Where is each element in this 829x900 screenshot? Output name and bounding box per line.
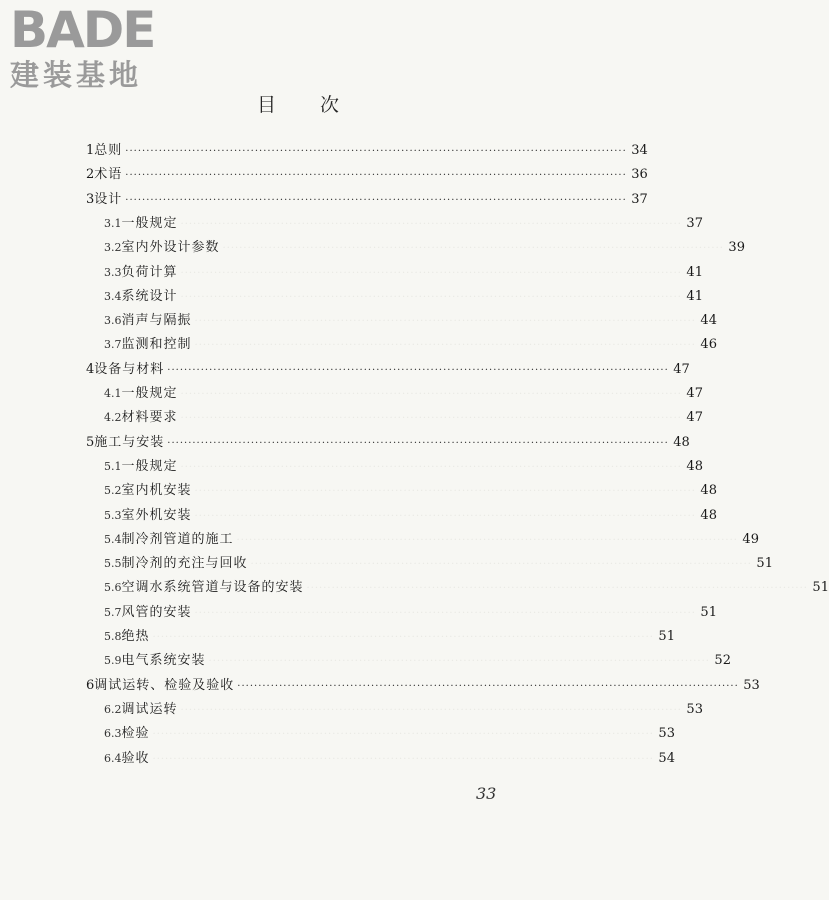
toc-entry-page: 39 — [728, 240, 745, 256]
toc-entry-number: 5.1 — [104, 459, 122, 473]
toc-entry — [104, 602, 717, 624]
toc-entry-title: 电气系统安装 — [121, 653, 206, 669]
toc-entry-number: 3 — [86, 191, 95, 207]
toc-entry — [104, 334, 717, 356]
toc-entry — [104, 529, 759, 551]
toc-entry-page: 47 — [686, 410, 703, 426]
toc-entry-number: 5.9 — [104, 654, 122, 668]
toc-leader: ························································································································ — [167, 437, 669, 449]
toc-entry — [86, 432, 690, 454]
toc-entry-page: 41 — [686, 288, 703, 304]
toc-entry-page: 49 — [742, 531, 759, 547]
toc-entry-title: 设备与材料 — [94, 361, 165, 377]
toc-entry-title: 一般规定 — [121, 458, 178, 474]
toc-leader: ························································································································ — [180, 704, 682, 716]
toc-entry-number: 6.2 — [104, 702, 122, 716]
toc-entry-page: 34 — [631, 143, 648, 158]
toc-leader: ························································································································ — [180, 461, 682, 473]
toc-leader: ························································································································ — [237, 680, 739, 692]
toc-leader: ························································································································ — [250, 559, 752, 571]
toc-entry-title: 室内机安装 — [121, 483, 192, 499]
page-title: 目次 — [256, 94, 383, 116]
toc-leader: ························································································································ — [167, 364, 669, 376]
toc-entry-number: 6.4 — [104, 751, 122, 765]
toc-entry-title: 风管的安装 — [121, 604, 192, 620]
toc-entry-number: 5.6 — [104, 581, 122, 595]
toc-entry-page: 47 — [673, 361, 690, 377]
toc-entry-number: 5.8 — [104, 630, 122, 643]
page-number: 33 — [476, 784, 497, 803]
logo — [10, 1, 180, 92]
toc-entry — [104, 480, 717, 502]
toc-leader: ························································································································ — [208, 656, 710, 668]
toc-entry-number: 1 — [86, 143, 95, 158]
logo-subtitle: 建装基地 — [10, 58, 143, 92]
toc-entry-number: 3.6 — [104, 314, 122, 328]
toc-entry-number: 3.3 — [104, 265, 122, 279]
toc-entry-page: 51 — [658, 629, 675, 644]
toc-entry-title: 监测和控制 — [121, 337, 192, 353]
toc-entry — [104, 723, 675, 745]
toc-entry-page: 48 — [686, 458, 703, 474]
toc-entry-page: 53 — [686, 701, 703, 717]
toc-entry-page: 36 — [631, 167, 648, 183]
toc-entry — [104, 213, 703, 235]
logo-mark: BADE — [10, 1, 155, 59]
toc-entry-page: 51 — [700, 604, 717, 620]
toc-entry — [104, 407, 703, 429]
toc-entry — [104, 237, 745, 259]
toc-entry-page: 44 — [700, 313, 717, 329]
toc-entry — [104, 650, 731, 672]
toc-leader: ························································································································ — [236, 534, 738, 546]
toc-entry-title: 材料要求 — [121, 410, 178, 426]
toc-entry-page: 47 — [686, 386, 703, 401]
toc-entry-page: 51 — [812, 580, 829, 596]
toc-entry-number: 4 — [86, 361, 95, 377]
toc-entry-number: 3.2 — [104, 241, 122, 255]
toc-leader: ························································································································ — [125, 170, 627, 182]
toc-entry-page: 53 — [658, 726, 675, 742]
toc-entry — [104, 699, 703, 721]
toc-entry — [86, 675, 760, 697]
toc-entry-title: 绝热 — [121, 629, 150, 644]
toc-leader: ························································································································ — [194, 607, 696, 619]
toc-entry-number: 6 — [86, 677, 95, 693]
toc-leader: ························································································································ — [125, 146, 627, 157]
toc-entry-title: 调试运转 — [121, 701, 178, 717]
toc-entry-title: 系统设计 — [121, 288, 178, 304]
toc-leader: ························································································································ — [180, 218, 682, 230]
toc-entry-page: 41 — [686, 264, 703, 280]
toc-entry-number: 5 — [86, 434, 95, 450]
toc-entry-title: 施工与安装 — [94, 434, 165, 450]
toc-entry-title: 调试运转、检验及验收 — [94, 677, 235, 693]
toc-entry — [86, 359, 690, 381]
toc-entry-title: 设计 — [94, 191, 123, 207]
toc-entry — [86, 164, 648, 186]
toc-entry-number: 3.4 — [104, 289, 122, 303]
toc-entry — [86, 189, 648, 211]
toc-entry-page: 37 — [631, 191, 648, 207]
toc-entry-page: 48 — [700, 483, 717, 499]
toc-leader: ························································································································ — [194, 510, 696, 522]
toc-entry-page: 53 — [743, 677, 760, 693]
toc-entry-title: 术语 — [94, 167, 123, 183]
toc-entry-number: 5.3 — [104, 508, 122, 522]
toc-leader: ························································································································ — [180, 413, 682, 425]
toc-leader: ························································································································ — [180, 291, 682, 303]
toc-entry-title: 制冷剂管道的施工 — [121, 531, 234, 547]
toc-leader: ························································································································ — [152, 729, 654, 741]
toc-entry — [104, 456, 703, 478]
toc-leader: ························································································································ — [152, 632, 654, 643]
toc-entry — [104, 577, 829, 599]
toc-entry-title: 消声与隔振 — [121, 313, 192, 329]
toc-entry-number: 2 — [86, 167, 95, 183]
toc-entry — [104, 626, 675, 648]
toc-entry-number: 4.2 — [104, 411, 122, 425]
toc-leader: ························································································································ — [152, 753, 654, 765]
toc-entry — [86, 140, 648, 162]
toc-leader: ························································································································ — [194, 486, 696, 498]
toc-entry — [104, 553, 773, 575]
toc-entry-title: 验收 — [121, 750, 150, 766]
toc-entry — [104, 748, 675, 770]
toc-leader: ························································································································ — [222, 243, 724, 255]
toc-entry — [104, 310, 717, 332]
toc-entry-number: 5.4 — [104, 532, 122, 546]
toc-leader: ························································································································ — [180, 389, 682, 400]
toc-entry-title: 室内外设计参数 — [121, 240, 220, 256]
toc-entry — [104, 286, 703, 308]
toc-entry — [104, 262, 703, 284]
toc-entry-title: 室外机安装 — [121, 507, 192, 523]
toc-leader: ························································································································ — [125, 194, 627, 206]
toc-entry — [104, 505, 717, 527]
toc-entry-title: 一般规定 — [121, 386, 178, 401]
toc-entry-page: 48 — [673, 434, 690, 450]
toc-entry-page: 51 — [756, 556, 773, 572]
toc-entry-page: 37 — [686, 215, 703, 231]
toc-entry-number: 5.2 — [104, 484, 122, 498]
toc-entry — [104, 383, 703, 405]
toc-entry-page: 48 — [700, 507, 717, 523]
toc-entry-number: 3.1 — [104, 216, 122, 230]
toc-entry-number: 5.7 — [104, 605, 122, 619]
toc-entry-number: 5.5 — [104, 557, 122, 571]
toc-entry-page: 46 — [700, 337, 717, 353]
toc-entry-title: 负荷计算 — [121, 264, 178, 280]
toc-entry-number: 6.3 — [104, 727, 122, 741]
toc-entry-number: 3.7 — [104, 338, 122, 352]
toc-entry-title: 空调水系统管道与设备的安装 — [121, 580, 304, 596]
toc-entry-page: 54 — [658, 750, 675, 766]
toc-entry-title: 一般规定 — [121, 215, 178, 231]
toc-leader: ························································································································ — [306, 583, 808, 595]
toc-entry-title: 制冷剂的充注与回收 — [121, 556, 248, 572]
toc-entry-page: 52 — [714, 653, 731, 669]
toc-entry-title: 总则 — [94, 143, 123, 158]
toc-entry-number: 4.1 — [104, 387, 122, 400]
toc-leader: ························································································································ — [180, 267, 682, 279]
toc-leader: ························································································································ — [194, 340, 696, 352]
toc-leader: ························································································································ — [194, 316, 696, 328]
toc-entry-title: 检验 — [121, 726, 150, 742]
